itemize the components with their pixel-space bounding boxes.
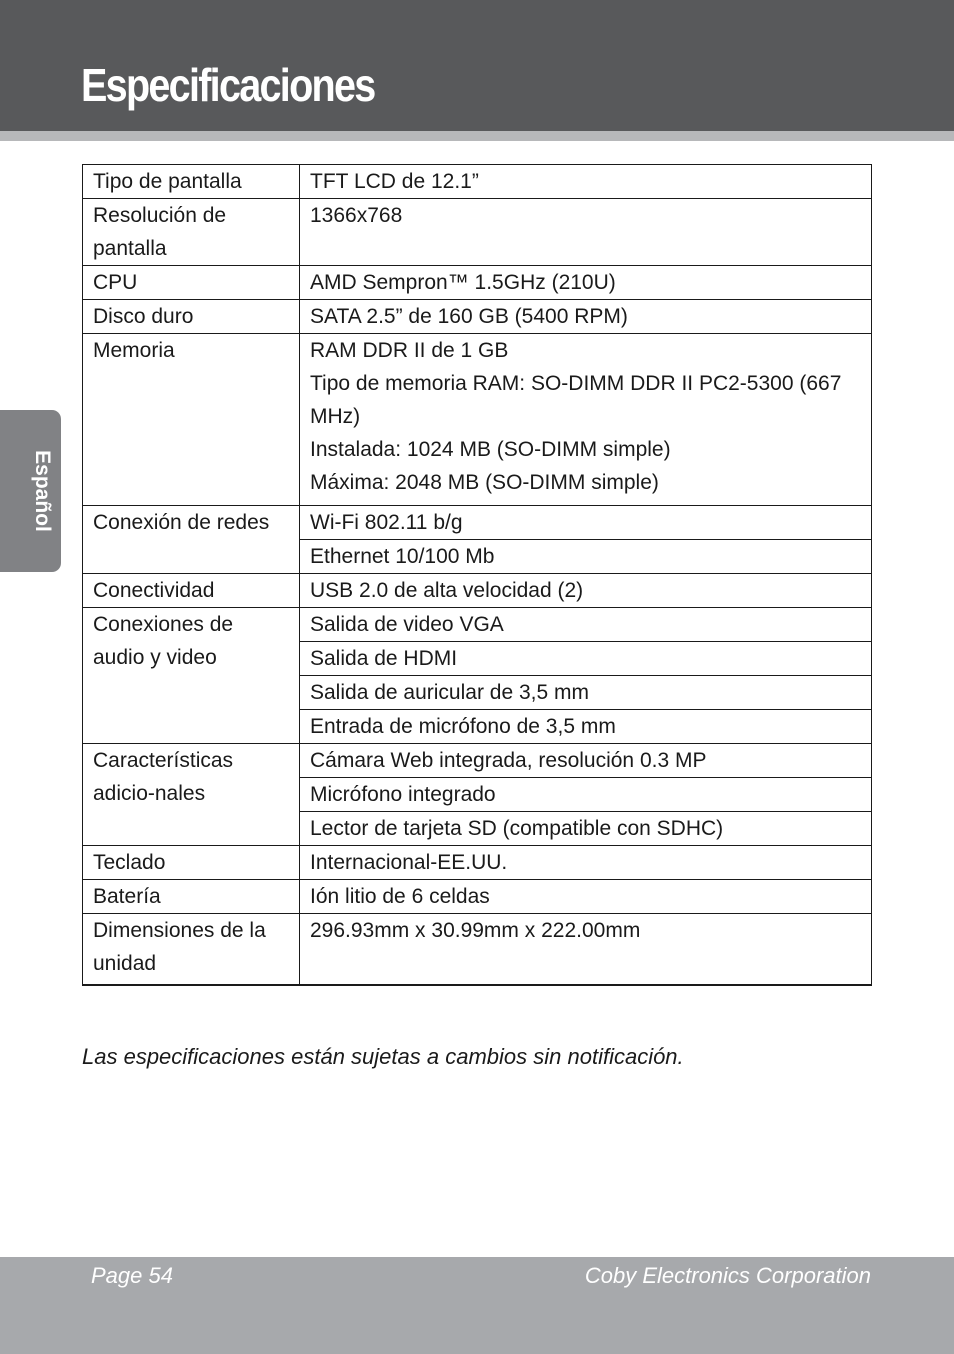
page-number: Page 54 xyxy=(91,1263,173,1288)
spec-value: Wi-Fi 802.11 b/g xyxy=(300,506,872,540)
table-row xyxy=(83,880,872,914)
memory-line: Instalada: 1024 MB (SO-DIMM simple) xyxy=(310,438,671,461)
table-row xyxy=(83,608,872,642)
spec-value: Entrada de micrófono de 3,5 mm xyxy=(300,710,872,744)
spec-label: Disco duro xyxy=(83,300,300,334)
table-row xyxy=(83,165,872,199)
page-title: Especificaciones xyxy=(81,59,375,111)
table-row xyxy=(83,744,872,778)
spec-label: Dimensiones de la unidad xyxy=(83,914,300,986)
spec-value: Salida de video VGA xyxy=(300,608,872,642)
spec-value: Lector de tarjeta SD (compatible con SDHC) xyxy=(300,812,872,846)
memory-line: RAM DDR II de 1 GB xyxy=(310,339,509,362)
spec-label: Conectividad xyxy=(83,574,300,608)
company-name: Coby Electronics Corporation xyxy=(584,1263,871,1288)
memory-line: Tipo de memoria RAM: SO-DIMM DDR II PC2-5300 (667 MHz) xyxy=(310,372,842,428)
language-tab-label: Español xyxy=(31,450,54,532)
spec-label: Batería xyxy=(83,880,300,914)
memory-line: Máxima: 2048 MB (SO-DIMM simple) xyxy=(310,471,659,494)
spec-label: Conexiones de audio y video xyxy=(83,608,300,744)
spec-value: Salida de auricular de 3,5 mm xyxy=(300,676,872,710)
spec-value: USB 2.0 de alta velocidad (2) xyxy=(300,574,872,608)
spec-value xyxy=(300,334,872,506)
spec-value: Ión litio de 6 celdas xyxy=(300,880,872,914)
spec-label: Tipo de pantalla xyxy=(83,165,300,199)
table-row xyxy=(83,266,872,300)
header-stripe xyxy=(0,131,954,141)
spec-label: Teclado xyxy=(83,846,300,880)
spec-value: Cámara Web integrada, resolución 0.3 MP xyxy=(300,744,872,778)
table-row xyxy=(83,574,872,608)
table-row xyxy=(83,300,872,334)
spec-value: Salida de HDMI xyxy=(300,642,872,676)
table-row xyxy=(83,914,872,986)
spec-value: Micrófono integrado xyxy=(300,778,872,812)
spec-value: Ethernet 10/100 Mb xyxy=(300,540,872,574)
table-row xyxy=(83,334,872,506)
spec-label: Características adicio-nales xyxy=(83,744,300,846)
spec-label: CPU xyxy=(83,266,300,300)
spec-label: Resolución de pantalla xyxy=(83,199,300,266)
specifications-table xyxy=(82,164,872,986)
spec-value: AMD Sempron™ 1.5GHz (210U) xyxy=(300,266,872,300)
spec-label: Memoria xyxy=(83,334,300,506)
spec-value: 1366x768 xyxy=(300,199,872,266)
spec-value: TFT LCD de 12.1” xyxy=(300,165,872,199)
table-row xyxy=(83,506,872,540)
spec-value: SATA 2.5” de 160 GB (5400 RPM) xyxy=(300,300,872,334)
table-row xyxy=(83,846,872,880)
table-row xyxy=(83,199,872,266)
disclaimer-note: Las especificaciones están sujetas a cambios sin notificación. xyxy=(82,1044,684,1069)
spec-label: Conexión de redes xyxy=(83,506,300,574)
spec-value: 296.93mm x 30.99mm x 222.00mm xyxy=(300,914,872,986)
spec-value: Internacional-EE.UU. xyxy=(300,846,872,880)
